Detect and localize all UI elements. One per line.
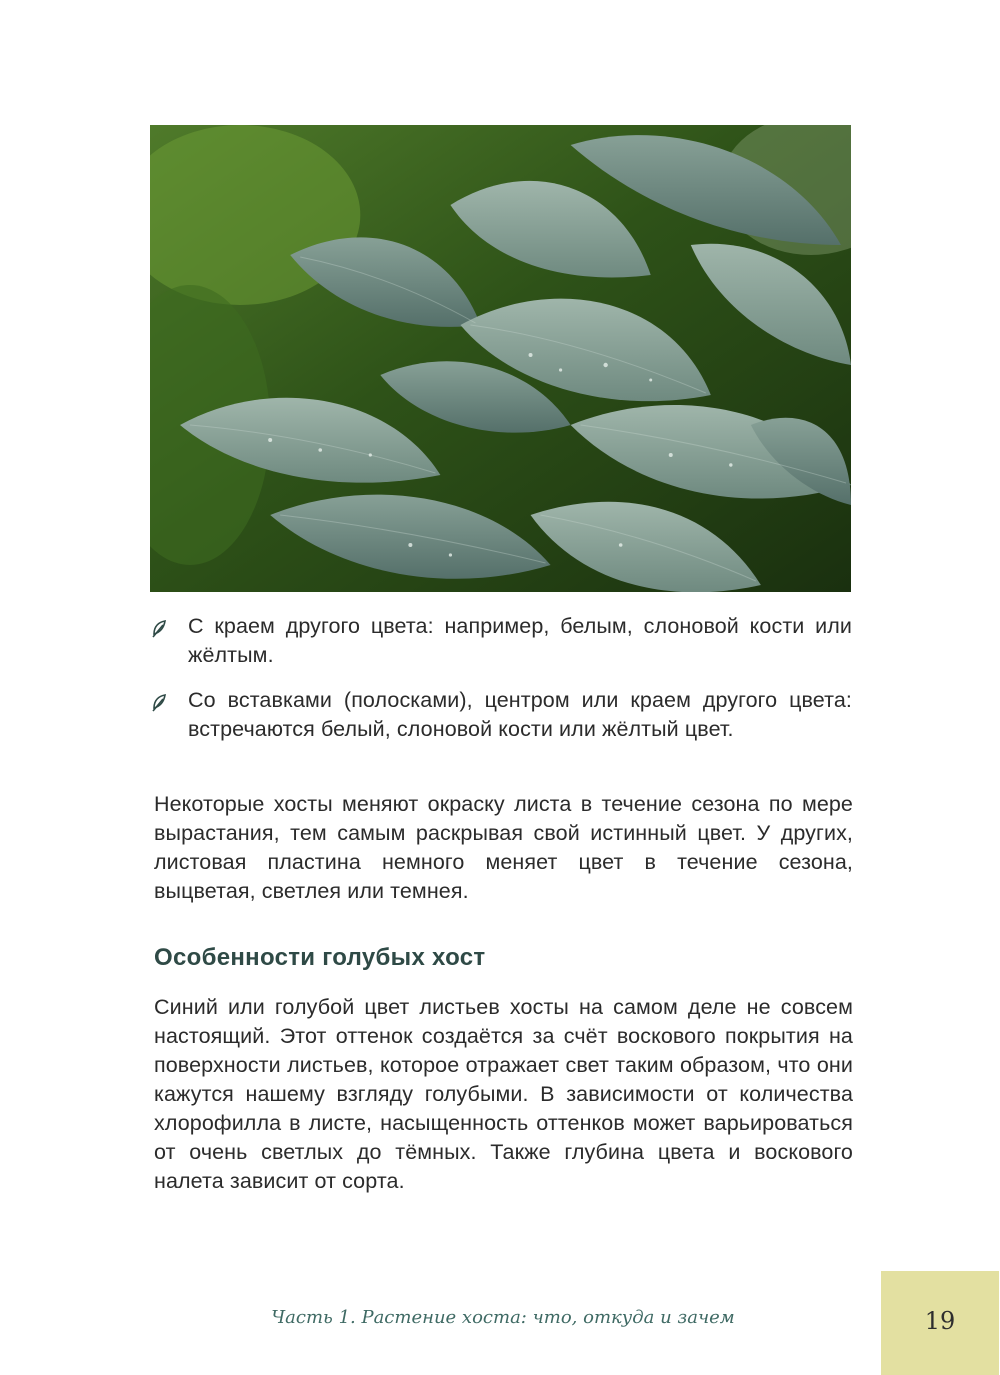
footer-caption: Часть 1. Растение хоста: что, откуда и зачем xyxy=(271,1307,735,1328)
page-number: 19 xyxy=(924,1307,956,1335)
page-number-box xyxy=(881,1271,999,1375)
paragraph-color-change: Некоторые хосты меняют окраску листа в течение сезона по мере вырастания, тем самым раскрывая свой истинный цвет. У других, листовая пластина немного меняет цвет в течение сезона, выцветая, светлея или темнея. xyxy=(154,792,853,903)
hosta-photo xyxy=(150,125,851,592)
hosta-leaves-image xyxy=(150,125,851,592)
bullet-list xyxy=(150,612,852,760)
leaf-bullet-icon xyxy=(150,616,170,640)
section-heading: Особенности голубых хост xyxy=(154,944,486,971)
paragraph-blue-hostas: Синий или голубой цвет листьев хосты на самом деле не совсем настоящий. Этот оттенок создаётся за счёт воскового покрытия на поверхности листьев, которое отражает свет таким образом, что они кажутся нашему взгляду голубыми. В зависимости от количества хлорофилла в листе, насыщенность оттенков может варьироваться от очень светлых до тёмных. Также глубина цвета и воскового налета зависит от сорта. xyxy=(154,995,853,1193)
leaf-bullet-icon xyxy=(150,690,170,714)
list-item xyxy=(150,686,852,744)
bullet-text: Со вставками (полосками), центром или краем другого цвета: встречаются белый, слоновой кости или жёлтый цвет. xyxy=(188,688,852,741)
list-item xyxy=(150,612,852,670)
bullet-text: С краем другого цвета: например, белым, слоновой кости или жёлтым. xyxy=(188,614,852,667)
